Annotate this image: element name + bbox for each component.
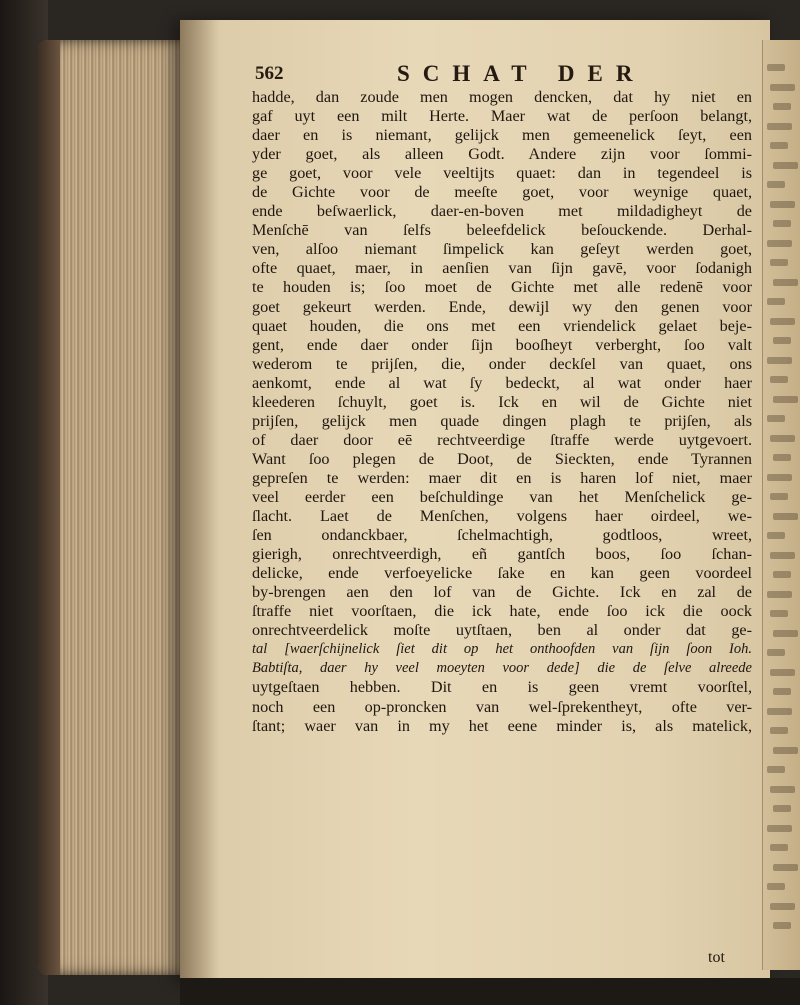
facing-page-text-fragment xyxy=(773,571,791,578)
facing-page-text-fragment xyxy=(767,181,785,188)
facing-page-text-fragment xyxy=(767,474,792,481)
text-line: Want ſoo plegen de Doot, de Sieckten, ende Tyrannen xyxy=(252,449,752,468)
facing-page-text-fragment xyxy=(773,747,798,754)
text-line: tal [waerſchijnelick ſiet dit op het onthoofden van ſijn ſoon Ioh. xyxy=(252,641,752,658)
facing-page-text-fragment xyxy=(773,103,791,110)
text-line: ſtraffe niet voorſtaen, die ick hate, ende ſoo ick die oock xyxy=(252,602,752,621)
facing-page-text-fragment xyxy=(770,84,795,91)
facing-page-text-fragment xyxy=(773,513,798,520)
facing-page-text-fragment xyxy=(770,435,795,442)
text-line: ende beſwaerlick, daer-en-boven met mildadigheyt de xyxy=(252,202,752,221)
text-line: ſtant; waer van in my het eene minder is, als matelick, xyxy=(252,716,752,735)
facing-page-text-fragment xyxy=(770,727,788,734)
catchword: tot xyxy=(708,949,725,966)
facing-page-text-fragment xyxy=(773,396,798,403)
text-line: ge goet, voor vele veeltijts quaet: dan in tegendeel is xyxy=(252,164,752,183)
running-title: SCHAT DER xyxy=(397,61,646,86)
facing-page-text-fragment xyxy=(770,142,788,149)
facing-page-text-fragment xyxy=(773,454,791,461)
facing-page-text-fragment xyxy=(770,610,788,617)
facing-page-text-fragment xyxy=(770,669,795,676)
text-line: de Gichte voor de meeſte goet, voor weynige quaet, xyxy=(252,183,752,202)
facing-page-text-fragment xyxy=(767,766,785,773)
facing-page-text-fragment xyxy=(767,825,792,832)
text-line: gent, ende daer onder ſijn booſheyt verberght, ſoo valt xyxy=(252,335,752,354)
body-text xyxy=(252,88,762,736)
text-line: gierigh, onrechtveerdigh, eñ gantſch boos, ſoo ſchan- xyxy=(252,545,752,564)
text-line: delicke, ende verfoeyelicke ſake en kan geen voordeel xyxy=(252,564,752,583)
text-line: aenkomt, ende al wat ſy bedeckt, al wat onder haer xyxy=(252,373,752,392)
page-number: 562 xyxy=(255,63,284,84)
facing-page-text-fragment xyxy=(773,162,798,169)
facing-page-text-fragment xyxy=(767,240,792,247)
facing-page-text-fragment xyxy=(767,415,785,422)
text-line: gaf uyt een milt Herte. Maer wat de perſoon belangt, xyxy=(252,107,752,126)
facing-page-text-fragment xyxy=(770,552,795,559)
facing-page-text-fragment xyxy=(770,376,788,383)
text-line: yder goet, als alleen Godt. Andere zijn voor ſommi- xyxy=(252,145,752,164)
bottom-shadow xyxy=(180,978,800,1005)
facing-page-text-fragment xyxy=(773,630,798,637)
facing-page-text-fragment xyxy=(773,688,791,695)
text-line: quaet houden, die ons met een vriendelick gelaet beje- xyxy=(252,316,752,335)
facing-page-text-fragment xyxy=(770,786,795,793)
text-line: veel eerder een beſchuldinge van het Menſchelick ge- xyxy=(252,487,752,506)
text-line: ofte quaet, maer, in aenſien van ſijn gavē, voor ſodanigh xyxy=(252,259,752,278)
page-header xyxy=(252,63,752,91)
facing-page-text-fragment xyxy=(767,357,792,364)
text-line: te houden is; ſoo moet de Gichte met alle redenē voor xyxy=(252,278,752,297)
facing-page-text-fragment xyxy=(773,279,798,286)
facing-page-text-fragment xyxy=(767,708,792,715)
facing-page-text-fragment xyxy=(767,123,792,130)
facing-page-text-fragment xyxy=(770,903,795,910)
text-line: gepreſen te werden: maer dit en is haren lof niet, maer xyxy=(252,468,752,487)
text-line: wederom te prijſen, die, onder deckſel van quaet, ons xyxy=(252,354,752,373)
facing-page-text-fragment xyxy=(770,844,788,851)
facing-page-text-fragment xyxy=(773,337,791,344)
facing-page-text-fragment xyxy=(773,805,791,812)
facing-page-text-fragment xyxy=(770,318,795,325)
text-line: noch een op-proncken van wel-ſprekentheyt, ofte ver- xyxy=(252,697,752,716)
facing-page-text-fragment xyxy=(773,922,791,929)
text-line: daer en is niemant, gelijck men gemeenelick ſeyt, een xyxy=(252,126,752,145)
text-line: kleederen ſchuylt, goet is. Ick en wil de Gichte niet xyxy=(252,392,752,411)
facing-page-text-fragment xyxy=(767,64,785,71)
text-line: onrechtveerdelick moſte uytſtaen, ben al onder dat ge- xyxy=(252,621,752,640)
facing-page-text-fragment xyxy=(767,532,785,539)
text-line: uytgeſtaen hebben. Dit en is geen vremt voorſtel, xyxy=(252,678,752,697)
facing-page-text-fragment xyxy=(767,591,792,598)
text-line: hadde, dan zoude men mogen dencken, dat hy niet en xyxy=(252,88,752,106)
text-line: Menſchē van ſelfs beleefdelick beſouckende. Derhal- xyxy=(252,221,752,240)
facing-page-text-fragment xyxy=(767,883,785,890)
text-line: ven, alſoo niemant ſimpelick kan geſeyt werden goet, xyxy=(252,240,752,259)
text-line: goet gekeurt werden. Ende, dewijl wy den genen voor xyxy=(252,297,752,316)
facing-page-text-fragment xyxy=(773,220,791,227)
facing-page-text-fragment xyxy=(770,201,795,208)
facing-page-edge xyxy=(762,40,800,970)
text-line: of daer door eē rechtveerdige ſtraffe werde uytgevoert. xyxy=(252,430,752,449)
book-page-edges xyxy=(38,40,188,975)
facing-page-text-fragment xyxy=(773,864,798,871)
text-line: ſen ondanckbaer, ſchelmachtigh, godtloos, wreet, xyxy=(252,526,752,545)
text-line: Babtiſta, daer hy veel moeyten voor dede] die de ſelve alreede xyxy=(252,660,752,677)
facing-page-text-fragment xyxy=(770,259,788,266)
text-line: ſlacht. Laet de Menſchen, volgens haer oirdeel, we- xyxy=(252,507,752,526)
gutter-shadow xyxy=(180,20,220,982)
facing-page-text-fragment xyxy=(770,493,788,500)
facing-page-text-fragment xyxy=(767,649,785,656)
text-line: prijſen, gelijck men quade dingen plagh te prijſen, als xyxy=(252,411,752,430)
book-cover-edge xyxy=(38,40,60,975)
text-line: by-brengen aen den lof van de Gichte. Ick en zal de xyxy=(252,583,752,602)
facing-page-text-fragment xyxy=(767,298,785,305)
